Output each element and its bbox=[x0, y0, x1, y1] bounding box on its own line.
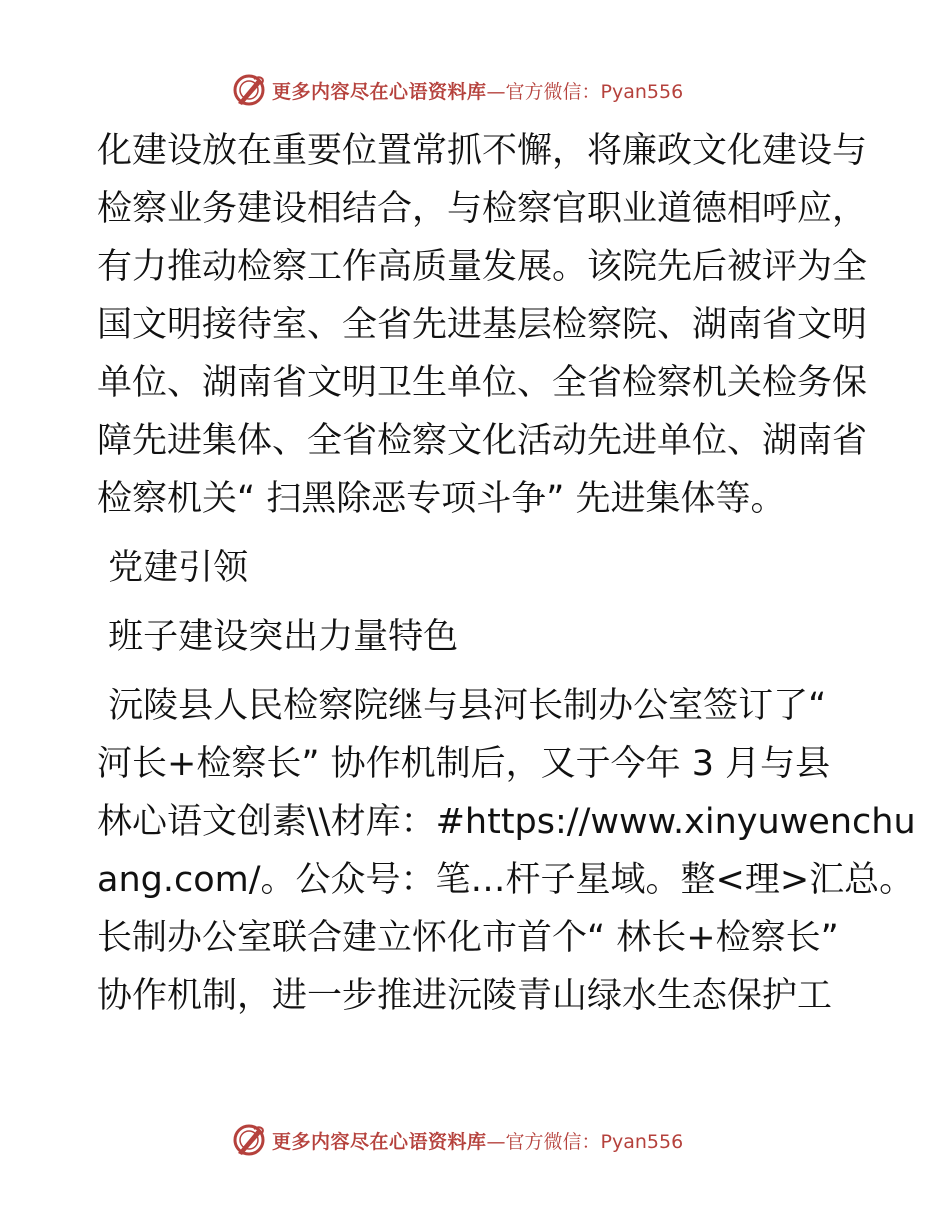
header-brand-text: 更多内容尽在心语资料库 bbox=[272, 80, 487, 103]
text-line: 检察业务建设相结合，与检察官职业道德相呼应， bbox=[97, 189, 868, 229]
footer-brand-text: 更多内容尽在心语资料库 bbox=[272, 1130, 487, 1153]
text-line: ang.com/。公众号：笔…杆子星域。整<理>汇总。 bbox=[97, 860, 915, 900]
text-line: 林心语文创素\\材库：#https://www.xinyuwenchu bbox=[97, 802, 916, 842]
text-line: 河长+检察长” 协作机制后，又于今年 3 月与县 bbox=[97, 744, 831, 784]
header-contact-text: —官方微信：Pyan556 bbox=[486, 80, 684, 103]
text-line: 沅陵县人民检察院继与县河长制办公室签订了“ bbox=[97, 686, 827, 726]
footer-banner bbox=[232, 1120, 712, 1160]
header-banner bbox=[232, 70, 712, 110]
text-line: 检察机关“ 扫黑除恶专项斗争” 先进集体等。 bbox=[97, 479, 786, 519]
footer-contact-text: —官方微信：Pyan556 bbox=[486, 1130, 684, 1153]
text-line: 单位、湖南省文明卫生单位、全省检察机关检务保 bbox=[97, 363, 868, 403]
text-line: 有力推动检察工作高质量发展。该院先后被评为全 bbox=[97, 247, 868, 287]
pen-logo-icon bbox=[232, 1123, 266, 1157]
pen-logo-icon bbox=[232, 73, 266, 107]
text-line: 协作机制，进一步推进沅陵青山绿水生态保护工 bbox=[97, 976, 833, 1016]
section-subheading: 班子建设突出力量特色 bbox=[97, 617, 459, 657]
paragraph-1 bbox=[97, 122, 868, 528]
document-body bbox=[97, 122, 916, 1025]
section-heading: 党建引领 bbox=[97, 548, 249, 588]
text-line: 长制办公室联合建立怀化市首个“ 林长+检察长” bbox=[97, 918, 839, 958]
text-line: 国文明接待室、全省先进基层检察院、湖南省文明 bbox=[97, 305, 868, 345]
paragraph-2 bbox=[97, 677, 916, 1025]
text-line: 化建设放在重要位置常抓不懈，将廉政文化建设与 bbox=[97, 131, 868, 171]
text-line: 障先进集体、全省检察文化活动先进单位、湖南省 bbox=[97, 421, 868, 461]
